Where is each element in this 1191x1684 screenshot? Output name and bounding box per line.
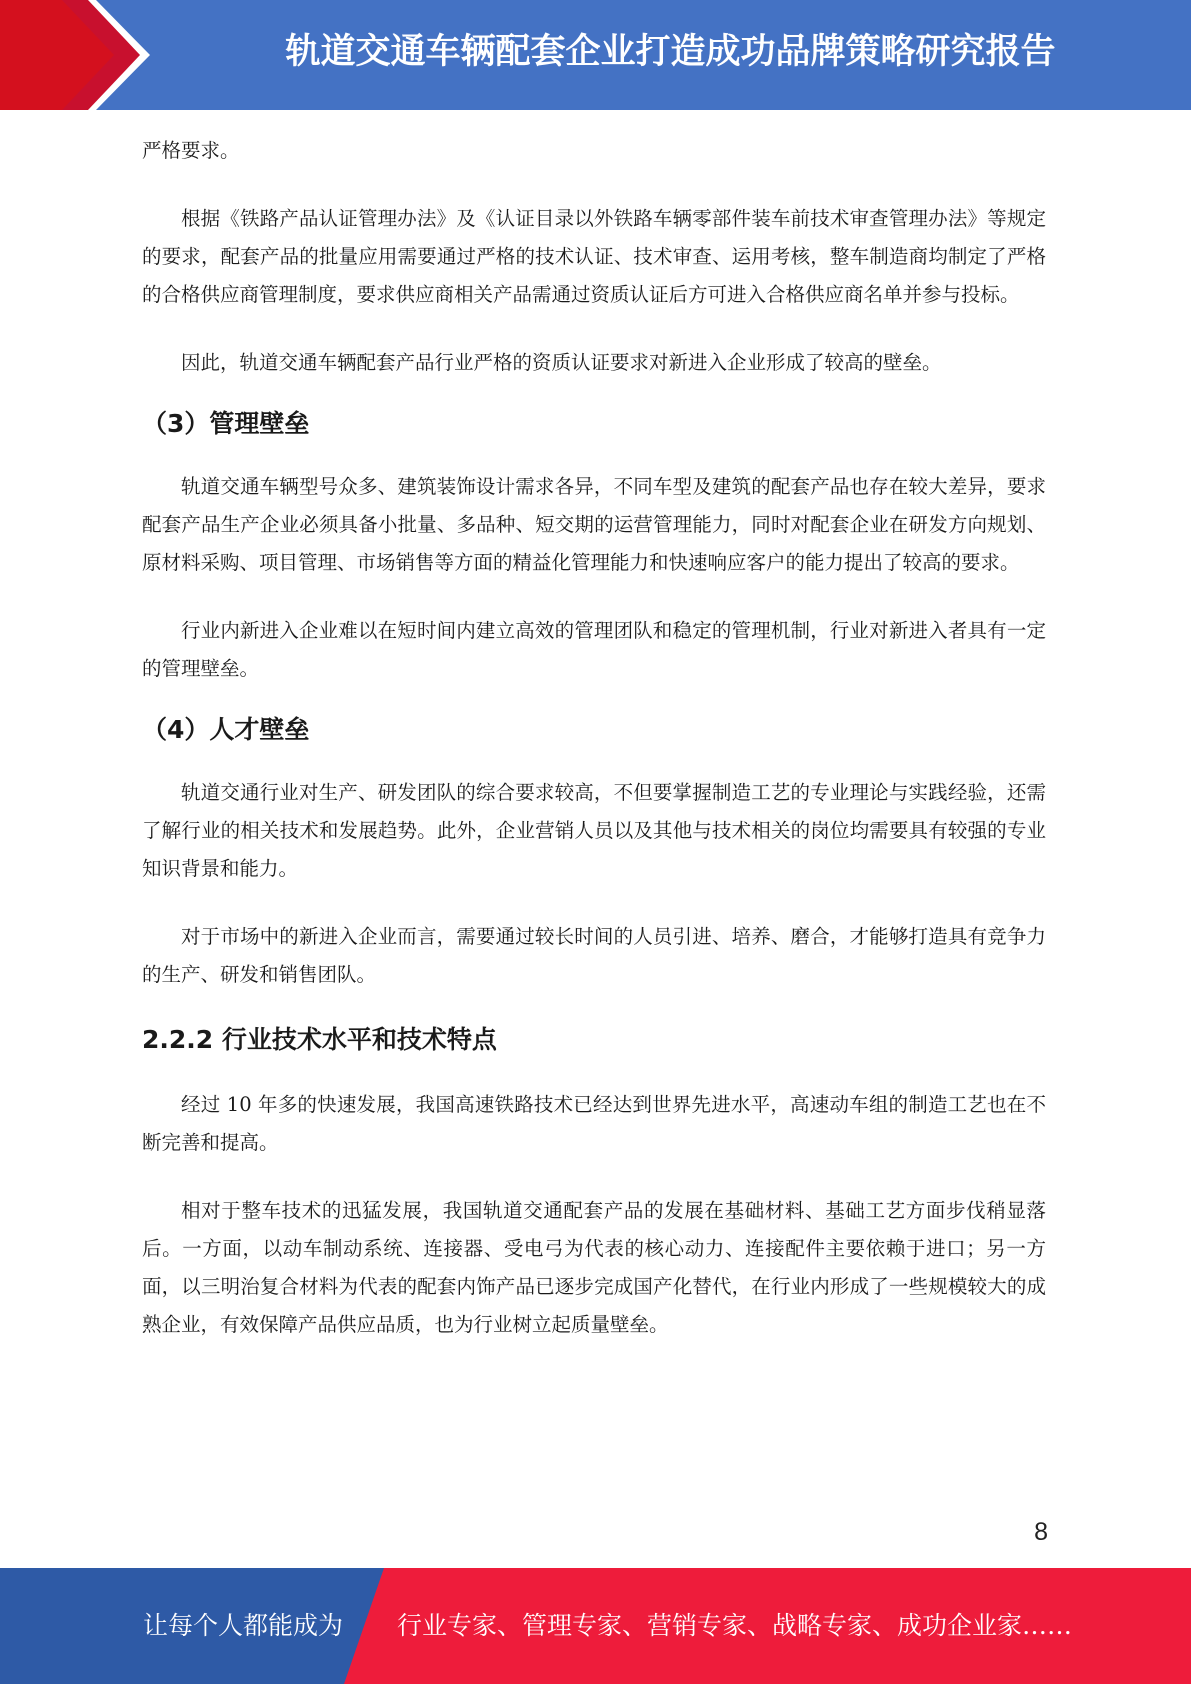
page-number: 8: [1034, 1518, 1048, 1546]
paragraph: 相对于整车技术的迅猛发展，我国轨道交通配套产品的发展在基础材料、基础工艺方面步伐稍显落后。一方面，以动车制动系统、连接器、受电弓为代表的核心动力、连接配件主要依赖于进口；另一方面，以三明治复合材料为代表的配套内饰产品已逐步完成国产化替代，在行业内形成了一些规模较大的成熟企业，有效保障产品供应品质，也为行业树立起质量壁垒。: [142, 1199, 1046, 1336]
page-footer: [0, 1568, 1191, 1684]
page-header: [0, 0, 1191, 110]
section-heading-management-barrier: （3）管理壁垒: [142, 409, 310, 438]
footer-slogan-left: 让每个人都能成为: [143, 1611, 344, 1640]
paragraph: 轨道交通行业对生产、研发团队的综合要求较高，不但要掌握制造工艺的专业理论与实践经验，还需了解行业的相关技术和发展趋势。此外，企业营销人员以及其他与技术相关的岗位均需要具有较强的专业知识背景和能力。: [142, 781, 1046, 880]
paragraph: 经过 10 年多的快速发展，我国高速铁路技术已经达到世界先进水平，高速动车组的制造工艺也在不断完善和提高。: [142, 1093, 1046, 1154]
report-title: 轨道交通车辆配套企业打造成功品牌策略研究报告: [285, 32, 1056, 72]
paragraph: 行业内新进入企业难以在短时间内建立高效的管理团队和稳定的管理机制，行业对新进入者具有一定的管理壁垒。: [142, 619, 1046, 680]
section-heading-talent-barrier: （4）人才壁垒: [142, 715, 310, 744]
paragraph: 对于市场中的新进入企业而言，需要通过较长时间的人员引进、培养、磨合，才能够打造具有竞争力的生产、研发和销售团队。: [142, 925, 1046, 986]
paragraph: 严格要求。: [142, 139, 240, 162]
document-body: [142, 132, 1046, 1344]
paragraph: 根据《铁路产品认证管理办法》及《认证目录以外铁路车辆零部件装车前技术审查管理办法》等规定的要求，配套产品的批量应用需要通过严格的技术认证、技术审查、运用考核，整车制造商均制定了严格的合格供应商管理制度，要求供应商相关产品需通过资质认证后方可进入合格供应商名单并参与投标。: [142, 207, 1046, 306]
footer-slogan-right: 行业专家、管理专家、营销专家、战略专家、成功企业家……: [397, 1611, 1073, 1640]
header-chevron-decoration: [0, 0, 150, 110]
paragraph: 因此，轨道交通车辆配套产品行业严格的资质认证要求对新进入企业形成了较高的壁垒。: [181, 351, 942, 374]
section-heading-2-2-2: 2.2.2 行业技术水平和技术特点: [142, 1025, 497, 1054]
paragraph: 轨道交通车辆型号众多、建筑装饰设计需求各异，不同车型及建筑的配套产品也存在较大差异，要求配套产品生产企业必须具备小批量、多品种、短交期的运营管理能力，同时对配套企业在研发方向规划、原材料采购、项目管理、市场销售等方面的精益化管理能力和快速响应客户的能力提出了较高的要求。: [142, 475, 1046, 574]
